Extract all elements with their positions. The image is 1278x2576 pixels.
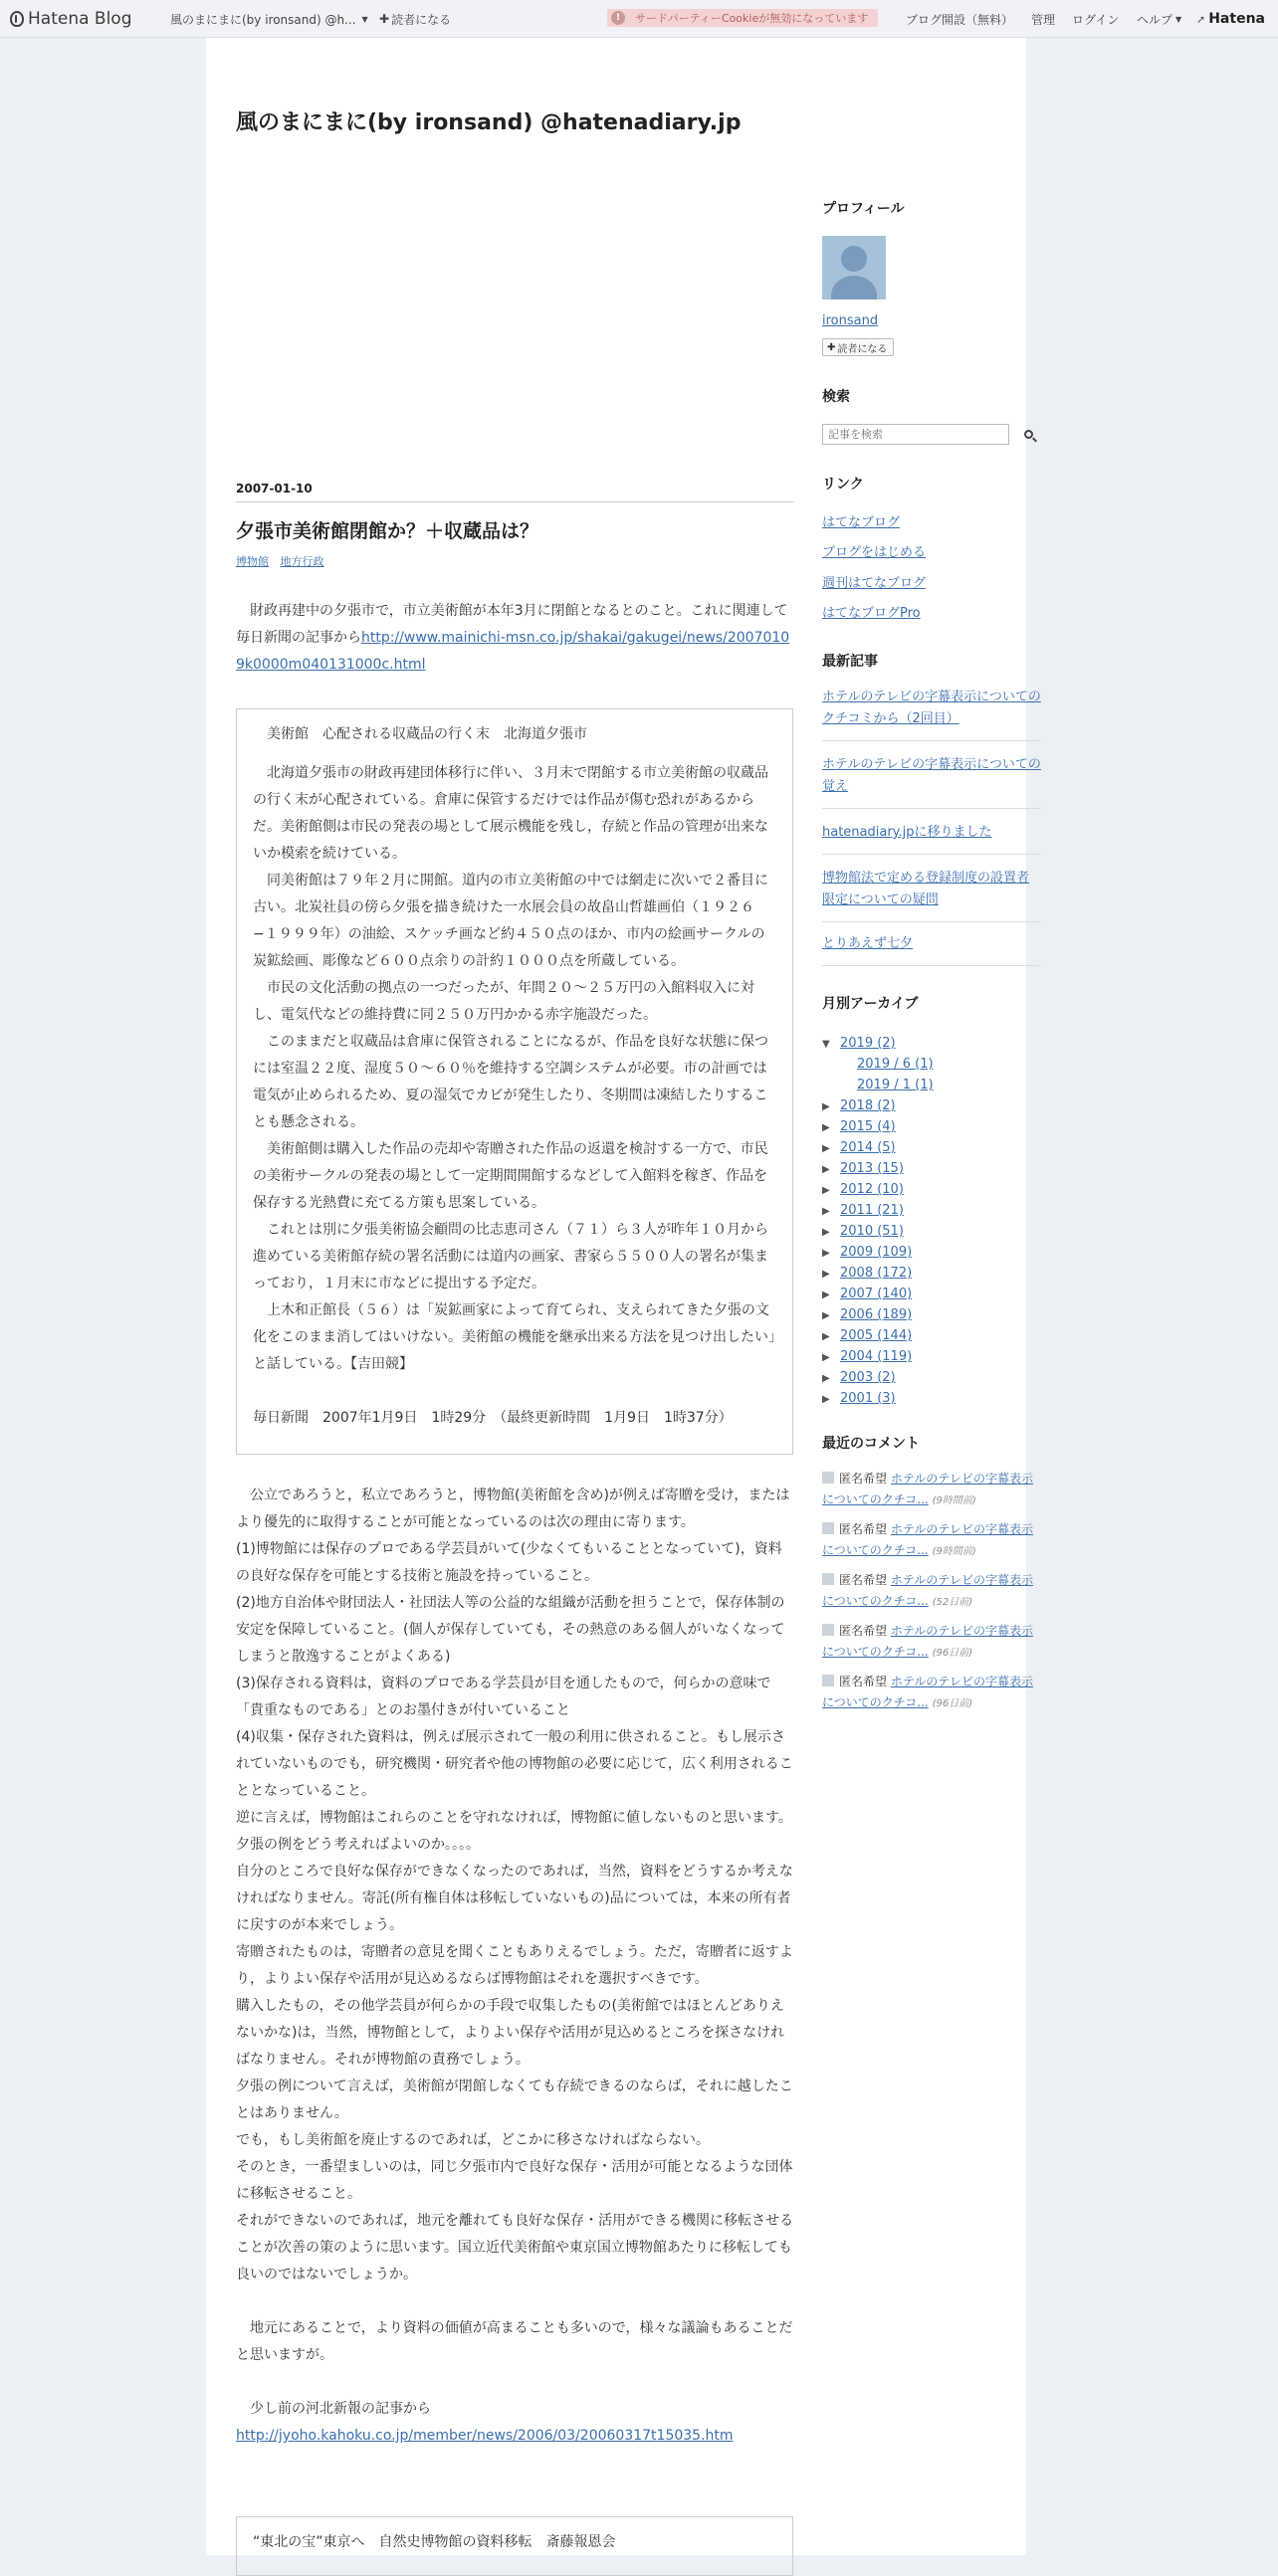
archive-year-link[interactable]: 2009 (109) [840,1245,913,1260]
archive-month-link[interactable]: 2019 / 6 (1) [857,1057,934,1072]
archive-year[interactable] [822,1325,934,1346]
recent-entry-link[interactable]: hatenadiary.jpに移りました [822,825,992,840]
body-paragraph: 寄贈されたものは，寄贈者の意見を聞くこともありえるでしょう。ただ，寄贈者に返すより，よりよい保存や活用が見込めるならば博物館はそれを選択すべきです。 [236,1944,793,1987]
recent-entry [822,933,1041,966]
archive-year-link[interactable]: 2010 (51) [840,1224,904,1239]
archive-year-link[interactable]: 2006 (189) [840,1307,913,1322]
triangle-right-icon[interactable]: ▶ [822,1352,830,1363]
recent-entry [822,687,1041,741]
archive-year-link[interactable]: 2014 (5) [840,1140,896,1155]
comment-entry-link[interactable]: ホテルのテレビの字幕表示についてのクチコ... [822,1522,1034,1557]
body-paragraph: 公立であろうと，私立であろうと，博物館(美術館を含め)が例えば寄贈を受け，またはより優先的に取得することが可能となっているのは次の理由に寄ります。 [236,1487,790,1530]
archive-year[interactable] [822,1158,934,1179]
search-heading: 検索 [822,389,850,405]
comment-author: 匿名希望 [839,1472,888,1486]
quote-paragraph: 上木和正館長（５６）は「炭鉱画家によって育てられ、支えられてきた夕張の文化をこのまま消してはいけない。美術館の機能を継承出来る方法を見つけ出したい」と話している。【吉田競】 [253,1302,775,1372]
kahoku-article-link[interactable]: http://jyoho.kahoku.co.jp/member/news/2006/03/20060317t15035.htm [236,2428,734,2444]
become-reader-link[interactable] [379,0,451,38]
sidebar-link-hatena-blog[interactable]: はてなブログ [822,515,901,530]
archive-year-link[interactable]: 2018 (2) [840,1098,896,1113]
user-icon [822,1472,834,1484]
body-paragraph: 夕張の例をどう考えればよいのか。。。。 [236,1837,480,1853]
become-reader-button[interactable] [822,338,894,356]
help-dropdown[interactable] [1137,0,1181,38]
recent-entry [822,754,1041,809]
comment-time: 52日前 [936,1597,969,1608]
archive-year-link[interactable]: 2013 (15) [840,1161,904,1176]
recent-comment: 匿名希望 ホテルのテレビの字幕表示についてのクチコ... (52日前) [822,1573,1034,1608]
plus-icon: ✚ [827,341,836,353]
comment-entry-link[interactable]: ホテルのテレビの字幕表示についてのクチコ... [822,1573,1034,1608]
blog-title[interactable]: 風のまにまに(by ironsand) @hatenadiary.jp [236,110,742,135]
archive-year-link[interactable]: 2015 (4) [840,1119,896,1134]
body-paragraph: 自分のところで良好な保存ができなくなったのであれば，当然，資料をどうするか考えなければなりません。寄託(所有権自体は移転していないもの)品については，本来の所有者に戻すのが本来でしょう。 [236,1864,793,1933]
blockquote-mainichi [236,708,793,1455]
avatar[interactable] [822,236,886,299]
body-paragraph: そのとき，一番望ましいのは，同じ夕張市内で良好な保存・活用が可能となるような団体に移転させること。 [236,2159,793,2202]
archive-heading: 月別アーカイブ [822,996,919,1012]
comment-author: 匿名希望 [839,1624,888,1638]
archive-year-link[interactable]: 2004 (119) [840,1349,913,1364]
triangle-right-icon[interactable]: ▶ [822,1206,830,1217]
comment-entry-link[interactable]: ホテルのテレビの字幕表示についてのクチコ... [822,1624,1034,1659]
archive-year[interactable] [822,1388,934,1409]
quote-heading: “東北の宝”東京へ 自然史博物館の資料移転 斎藤報恩会 [253,2534,616,2550]
login-link[interactable]: ログイン [1072,12,1120,27]
comment-time: 96日前 [936,1698,969,1709]
triangle-right-icon[interactable]: ▶ [822,1310,830,1321]
comment-time: 9時間前 [936,1495,972,1506]
quote-paragraph: このままだと収蔵品は倉庫に保管されることになるが、作品を良好な状態に保つには室温２２度、湿度５０〜６０％を維持する空調システムが必要。市の計画では電気が止められるため、夏の湿気でカビが発生したり、冬期間は凍結したりすることも懸念される。 [253,1034,768,1130]
page-container [206,38,1041,2555]
comment-entry-link[interactable]: ホテルのテレビの字幕表示についてのクチコ... [822,1472,1034,1506]
caret-down-icon: ▼ [361,14,368,24]
triangle-right-icon[interactable]: ▶ [822,1227,830,1238]
sidebar-link-start-blog[interactable]: ブログをはじめる [822,545,927,560]
avatar-body [831,276,877,299]
entry-categories [236,553,332,569]
triangle-right-icon[interactable]: ▶ [822,1101,830,1112]
sidebar-link-pro[interactable]: はてなブログPro [822,606,921,621]
archive-list [822,1033,934,1409]
archive-year[interactable] [822,1179,934,1200]
recent-entry-link[interactable]: とりあえず七夕 [822,936,914,951]
sidebar-link-weekly[interactable]: 週刊はてなブログ [822,576,927,591]
archive-year-link[interactable]: 2001 (3) [840,1391,896,1406]
become-reader-label: 読者になる [837,343,888,355]
quote-footer: 毎日新聞 2007年1月9日 1時29分 （最終更新時間 1月9日 1時37分） [253,1410,733,1426]
triangle-right-icon[interactable]: ▶ [822,1143,830,1154]
archive-year-link[interactable]: 2012 (10) [840,1182,904,1197]
body-paragraph: (1)博物館には保存のプロである学芸員がいて(少なくてもいることとなっていて)，資料の良好な保存を可能とする技術と施設を持っていること。 [236,1541,782,1584]
blog-menu-label: 風のまにまに(by ironsand) @h... [170,12,356,27]
triangle-right-icon[interactable]: ▶ [822,1331,830,1342]
become-reader-label: 読者になる [391,12,452,27]
archive-year-link[interactable]: 2005 (144) [840,1328,913,1343]
archive-year[interactable] [822,1304,934,1325]
triangle-right-icon[interactable]: ▶ [822,1269,830,1280]
recent-entry-link[interactable]: 博物館法で定める登録制度の設置者限定についての疑問 [822,871,1030,907]
user-icon [822,1624,834,1636]
body-paragraph: 夕張の例について言えば，美術館が閉館しなくても存続できるのならば，それに越したことはありません。 [236,2079,793,2121]
entry-intro [236,598,793,679]
entry-date[interactable]: 2007-01-10 [236,482,793,502]
body-paragraph: (3)保存される資料は，資料のプロである学芸員が目を通したもので，何らかの意味で「貴重なものである」とのお墨付きが付いていること [236,1676,771,1718]
recent-entry [822,868,1041,922]
body-paragraph: 逆に言えば，博物館はこれらのことを守れなければ，博物館に値しないものと思います。 [236,1810,792,1826]
archive-year-link[interactable]: 2008 (172) [840,1266,913,1281]
comment-entry-link[interactable]: ホテルのテレビの字幕表示についてのクチコ... [822,1675,1034,1709]
recent-comment: 匿名希望 ホテルのテレビの字幕表示についてのクチコ... (96日前) [822,1624,1034,1659]
search-input[interactable] [822,424,1009,445]
kahoku-intro: 少し前の河北新報の記事から [236,2401,431,2417]
cookie-notice-text: サードパーティーCookieが無効になっています [635,12,869,25]
archive-year[interactable] [822,1284,934,1304]
archive-year[interactable] [822,1242,934,1263]
archive-year-link[interactable]: 2007 (140) [840,1287,913,1301]
hatena-logo-text: Hatena [1208,11,1265,27]
blockquote-kahoku [236,2516,793,2576]
body-paragraph: でも，もし美術館を廃止するのであれば，どこかに移さなければならない。 [236,2132,710,2148]
archive-year[interactable] [822,1221,934,1242]
archive-month-link[interactable]: 2019 / 1 (1) [857,1078,934,1092]
search-button[interactable] [1017,424,1039,445]
triangle-down-icon[interactable]: ▼ [822,1039,830,1050]
user-icon [822,1675,834,1686]
entry-body [236,1483,793,2450]
archive-year[interactable] [822,1200,934,1221]
archive-year[interactable] [822,1346,934,1367]
archive-year[interactable] [822,1263,934,1284]
triangle-right-icon[interactable]: ▶ [822,1185,830,1196]
links-heading: リンク [822,477,864,493]
archive-year-link[interactable]: 2011 (21) [840,1203,904,1218]
category-link[interactable]: 地方行政 [280,555,324,568]
archive-year[interactable] [822,1116,934,1137]
quote-paragraph: 北海道夕張市の財政再建団体移行に伴い、３月末で閉館する市立美術館の収蔵品の行く末が心配されている。倉庫に保管するだけでは作品が傷む恐れがあるからだ。美術館側は市民の発表の場として展示機能を残し，存続と作品の管理が出来ないか模索を続けている。 [253,765,768,862]
avatar-head [841,246,867,272]
spacer [236,2369,793,2396]
archive-year-link[interactable]: 2003 (2) [840,1370,896,1385]
recent-entry-link[interactable]: ホテルのテレビの字幕表示についてのクチコミから（2回目） [822,690,1041,726]
recent-comment: 匿名希望 ホテルのテレビの字幕表示についてのクチコ... (9時間前) [822,1522,1034,1557]
user-icon [822,1573,834,1585]
mainichi-article-link[interactable]: http://www.mainichi-msn.co.jp/shakai/gakugei/news/20070109k0000m040131000c.html [236,630,790,673]
quote-paragraph: 同美術館は７９年２月に開館。道内の市立美術館の中では網走に次いで２番目に古い。北炭社員の傍ら夕張を描き続けた一水展会員の故畠山哲雄画伯（１９２６−１９９９年）の油絵、スケッチ画など約４５０点のほか、市内の絵画サークルの炭鉱絵画、彫像など６００点余りの計約１０００点を所蔵している。 [253,873,768,969]
comment-time: 9時間前 [936,1546,972,1557]
comment-author: 匿名希望 [839,1522,888,1536]
body-paragraph: 購入したもの，その他学芸員が何らかの手段で収集したもの(美術館ではほとんどありえないかな)は，当然，博物館として，よりよい保存や活用が見込めるところを探さなければなりません。それが博物館の責務でしょう。 [236,1998,785,2068]
recent-entry-link[interactable]: ホテルのテレビの字幕表示についての覚え [822,757,1041,794]
recent-comment: 匿名希望 ホテルのテレビの字幕表示についてのクチコ... (9時間前) [822,1472,1034,1506]
category-link[interactable]: 博物館 [236,555,269,568]
entry-title[interactable]: 夕張市美術館閉館か？＋収蔵品は？ [236,520,539,542]
hatena-logo-link[interactable] [1196,0,1265,38]
body-paragraph: (4)収集・保存された資料は，例えば展示されて一般の利用に供されること。もし展示されていないものでも，研究機関・研究者や他の博物館の必要に応じて，広く利用されることとなっていること。 [236,1729,793,1799]
archive-year[interactable] [822,1367,934,1388]
quote-paragraph: 市民の文化活動の拠点の一つだったが、年間２０〜２５万円の入館料収入に対し、電気代などの維持費に同２５０万円かかる赤字施設だった。 [253,980,754,1023]
open-blog-link[interactable]: ブログ開設（無料） [906,12,1014,27]
archive-month[interactable] [822,1054,934,1075]
hatena-blog-logo-text: Hatena Blog [28,9,132,29]
search-icon [1024,430,1033,439]
hatena-blog-logo[interactable] [10,0,132,38]
caret-down-icon: ▼ [1175,14,1182,24]
archive-year[interactable] [822,1033,934,1054]
user-icon [822,1522,834,1534]
hatena-bird-icon: ➚ [1196,12,1206,26]
global-header [0,0,1278,38]
recent-entry [822,822,1041,855]
spacer [236,2288,793,2315]
admin-link[interactable]: 管理 [1031,12,1056,27]
comment-time: 96日前 [936,1648,969,1659]
comment-author: 匿名希望 [839,1573,888,1587]
hatena-logo-icon [10,11,24,27]
intro-text: 財政再建中の夕張市で，市立美術館が本年3月に閉館となるとのこと。これに関連して毎日新聞の記事から [236,603,788,646]
recent-comment: 匿名希望 ホテルのテレビの字幕表示についてのクチコ... (96日前) [822,1675,1034,1709]
triangle-right-icon[interactable]: ▶ [822,1248,830,1259]
comments-heading: 最近のコメント [822,1436,920,1452]
recent-heading: 最新記事 [822,654,878,670]
body-paragraph: (2)地方自治体や財団法人・社団法人等の公益的な組織が活動を担うことで，保存体制の安定を保障していること。(個人が保存していても，その熱意のある個人がいなくなってしまうと散逸することがよくある) [236,1595,785,1665]
help-label: ヘルプ [1137,12,1173,27]
cookie-notice[interactable] [607,9,878,27]
archive-month[interactable] [822,1075,934,1095]
quote-paragraph: 美術館側は購入した作品の売却や寄贈された作品の返還を検討する一方で、市民の美術サークルの発表の場として一定期間開館するなどして入館料を稼ぎ、作品を保存する光熱費に充てる方策も思案している。 [253,1141,768,1211]
profile-heading: プロフィール [822,201,905,217]
triangle-right-icon[interactable]: ▶ [822,1373,830,1384]
archive-year-link[interactable]: 2019 (2) [840,1036,896,1051]
profile-name-link[interactable]: ironsand [822,313,879,328]
triangle-right-icon[interactable]: ▶ [822,1394,830,1405]
archive-year[interactable] [822,1137,934,1158]
plus-icon: ✚ [379,12,390,26]
triangle-right-icon[interactable]: ▶ [822,1289,830,1300]
archive-year[interactable] [822,1095,934,1116]
triangle-right-icon[interactable]: ▶ [822,1164,830,1175]
quote-paragraph: これとは別に夕張美術協会顧問の比志恵司さん（７１）ら３人が昨年１０月から進めている美術館存続の署名活動には道内の画家、書家ら５５００人の署名が集まっており，１月末に市などに提出する予定だ。 [253,1222,768,1291]
body-paragraph: 地元にあることで，より資料の価値が高まることも多いので，様々な議論もあることだと思いますが。 [236,2320,793,2363]
comment-author: 匿名希望 [839,1675,888,1688]
quote-heading: 美術館 心配される収蔵品の行く末 北海道夕張市 [253,726,587,742]
blog-menu-dropdown[interactable] [170,0,368,38]
warning-icon: ! [611,11,625,25]
triangle-right-icon[interactable]: ▶ [822,1122,830,1133]
body-paragraph: それができないのであれば，地元を離れても良好な保存・活用ができる機関に移転させることが次善の策のように思います。国立近代美術館や東京国立博物館あたりに移転しても良いのではないでしょうか。 [236,2213,793,2282]
